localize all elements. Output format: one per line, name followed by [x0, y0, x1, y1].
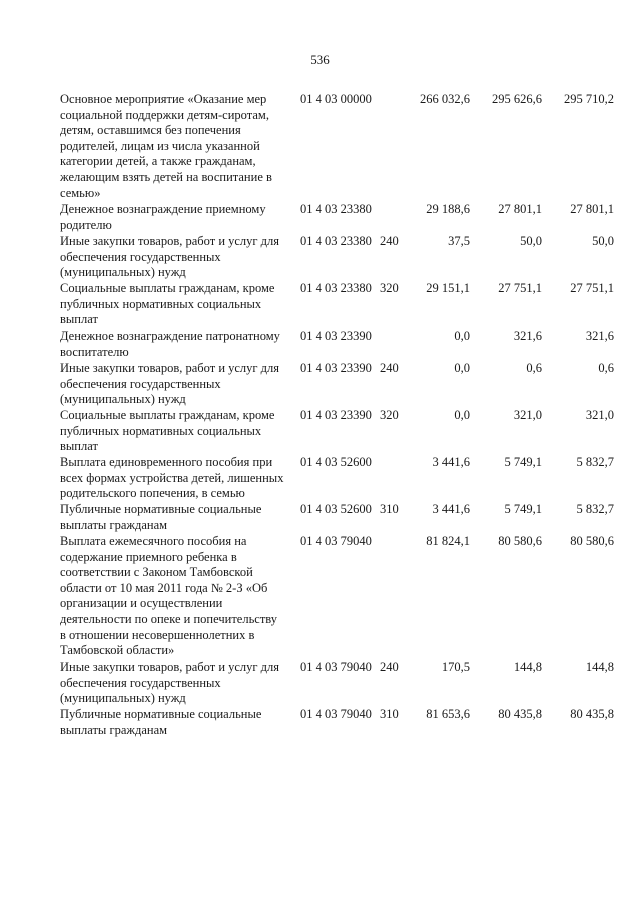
row-value-year-2: 321,6 [513, 329, 542, 343]
row-value-year-2: 295 626,6 [492, 92, 542, 106]
row-value-year-3: 0,6 [598, 361, 614, 375]
row-value-year-2: 321,0 [513, 408, 542, 422]
row-value-year-2: 144,8 [513, 660, 542, 674]
row-value-year-2: 5 749,1 [504, 455, 542, 469]
row-expense-type: 310 [380, 707, 399, 721]
row-expense-type: 240 [380, 361, 399, 375]
row-name: Иные закупки товаров, работ и услуг для обеспечения государственных (муниципальных) нужд [60, 361, 280, 407]
row-expense-type: 310 [380, 502, 399, 516]
row-expense-type: 240 [380, 660, 399, 674]
row-value-year-3: 50,0 [592, 234, 614, 248]
row-expense-type: 240 [380, 234, 399, 248]
row-value-year-3: 295 710,2 [564, 92, 614, 106]
row-value-year-2: 0,6 [526, 361, 542, 375]
row-code: 01 4 03 23380 [300, 202, 372, 216]
row-value-year-1: 3 441,6 [432, 502, 470, 516]
row-expense-type: 320 [380, 281, 399, 295]
row-name: Социальные выплаты гражданам, кроме публичных нормативных социальных выплат [60, 281, 275, 327]
row-name: Основное мероприятие «Оказание мер социальной поддержки детям-сиротам, детям, оставшимся без попечения родителей, лицам из числа указанной категории детей, а также гражданам, желающим взять детей на воспитание в семью» [60, 92, 272, 200]
row-code: 01 4 03 23380 [300, 234, 372, 248]
row-name: Публичные нормативные социальные выплаты гражданам [60, 502, 262, 532]
row-code: 01 4 03 52600 [300, 455, 372, 469]
row-name: Выплата ежемесячного пособия на содержание приемного ребенка в соответствии с Законом Тамбовской области от 10 мая 2011 года № 2-З «Об организации и осуществлении деятельности по опеке и попечительству в отношении несовершеннолетних в Тамбовской области» [60, 534, 278, 658]
row-name: Выплата единовременного пособия при всех формах устройства детей, лишенных родительского попечения, в семью [60, 455, 284, 501]
row-value-year-2: 27 751,1 [498, 281, 542, 295]
row-value-year-1: 0,0 [454, 408, 470, 422]
row-code: 01 4 03 00000 [300, 92, 372, 106]
row-value-year-1: 266 032,6 [420, 92, 470, 106]
row-value-year-1: 170,5 [441, 660, 470, 674]
row-value-year-3: 5 832,7 [576, 502, 614, 516]
row-code: 01 4 03 23380 [300, 281, 372, 295]
row-value-year-3: 27 751,1 [570, 281, 614, 295]
row-value-year-3: 27 801,1 [570, 202, 614, 216]
row-code: 01 4 03 79040 [300, 660, 372, 674]
row-value-year-3: 5 832,7 [576, 455, 614, 469]
row-value-year-2: 5 749,1 [504, 502, 542, 516]
row-value-year-1: 81 653,6 [426, 707, 470, 721]
row-value-year-1: 29 151,1 [426, 281, 470, 295]
row-value-year-3: 321,0 [585, 408, 614, 422]
row-value-year-3: 80 580,6 [570, 534, 614, 548]
page-number: 536 [310, 52, 330, 67]
row-code: 01 4 03 23390 [300, 361, 372, 375]
row-name: Денежное вознаграждение приемному родителю [60, 202, 266, 232]
row-value-year-1: 0,0 [454, 361, 470, 375]
row-code: 01 4 03 23390 [300, 408, 372, 422]
row-value-year-1: 37,5 [448, 234, 470, 248]
row-name: Иные закупки товаров, работ и услуг для обеспечения государственных (муниципальных) нужд [60, 234, 280, 280]
row-name: Публичные нормативные социальные выплаты гражданам [60, 707, 262, 737]
row-expense-type: 320 [380, 408, 399, 422]
row-value-year-1: 0,0 [454, 329, 470, 343]
row-value-year-3: 80 435,8 [570, 707, 614, 721]
row-value-year-1: 81 824,1 [426, 534, 470, 548]
row-code: 01 4 03 79040 [300, 534, 372, 548]
row-value-year-3: 321,6 [585, 329, 614, 343]
row-value-year-3: 144,8 [585, 660, 614, 674]
row-name: Денежное вознаграждение патронатному воспитателю [60, 329, 280, 359]
row-code: 01 4 03 23390 [300, 329, 372, 343]
row-value-year-2: 27 801,1 [498, 202, 542, 216]
row-value-year-1: 29 188,6 [426, 202, 470, 216]
row-name: Иные закупки товаров, работ и услуг для обеспечения государственных (муниципальных) нужд [60, 660, 280, 706]
row-name: Социальные выплаты гражданам, кроме публичных нормативных социальных выплат [60, 408, 275, 454]
row-value-year-2: 50,0 [520, 234, 542, 248]
row-value-year-1: 3 441,6 [432, 455, 470, 469]
row-code: 01 4 03 52600 [300, 502, 372, 516]
row-code: 01 4 03 79040 [300, 707, 372, 721]
row-value-year-2: 80 580,6 [498, 534, 542, 548]
row-value-year-2: 80 435,8 [498, 707, 542, 721]
